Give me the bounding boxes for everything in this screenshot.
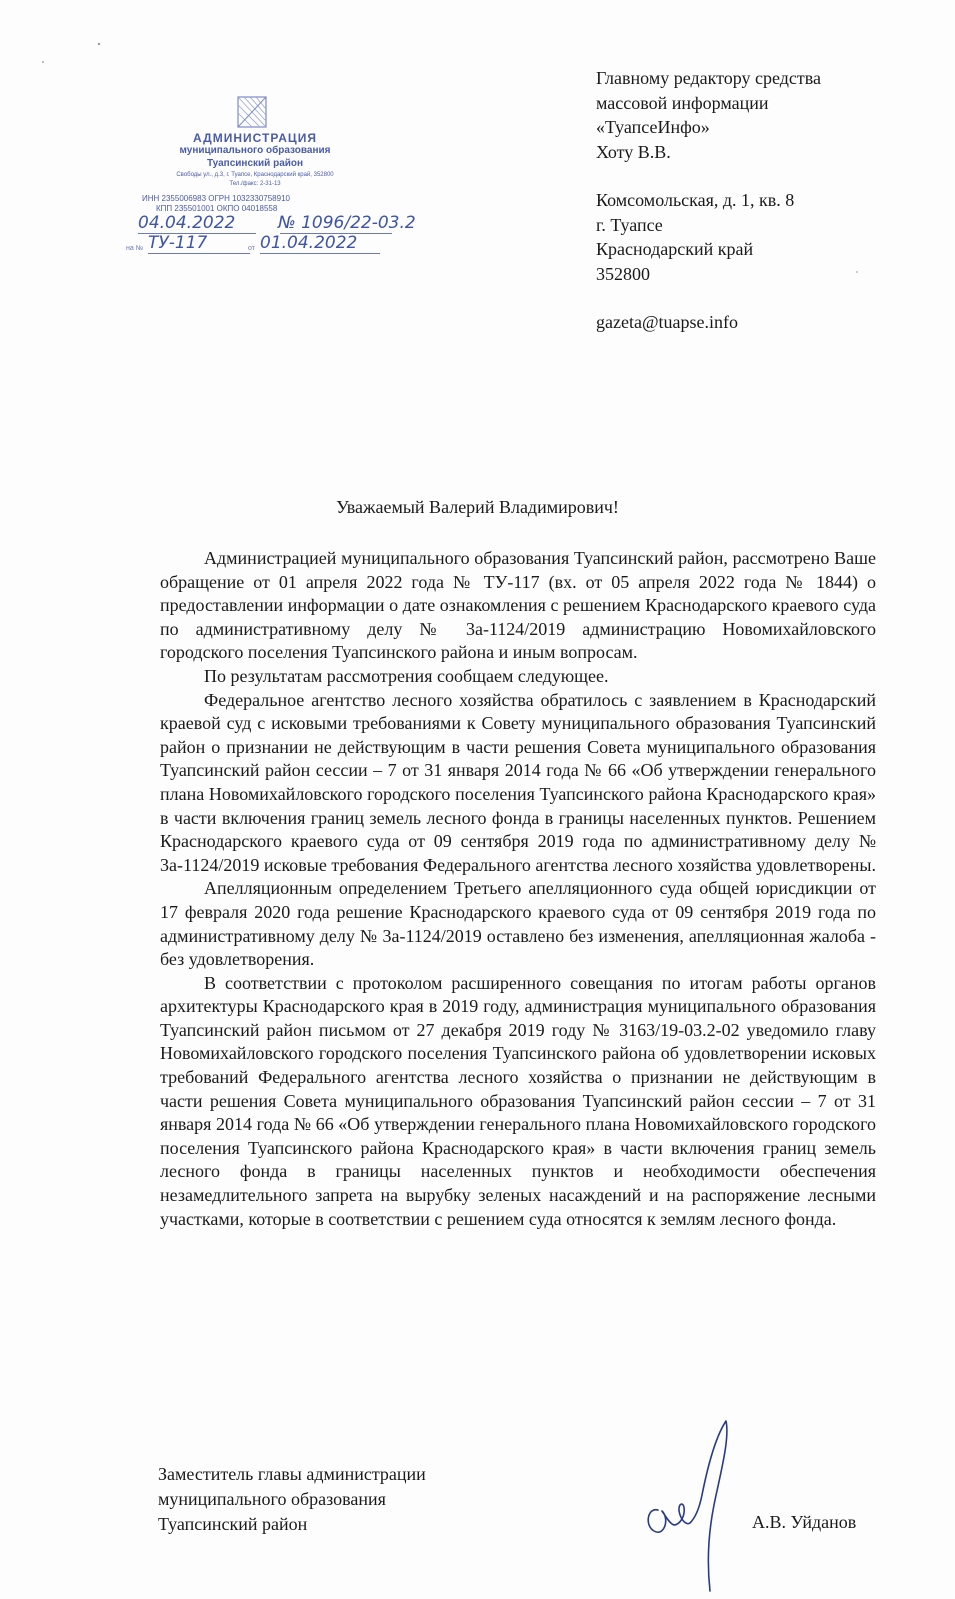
stamp-handwritten-ref-date: 01.04.2022 [260,233,358,253]
stamp-kpp: КПП 235501001 ОКПО 04018558 [156,204,278,213]
letter-body [160,547,876,1231]
body-paragraph: В соответствии с протоколом расширенного совещания по итогам работы органов архитектуры Краснодарского края в 2019 году, администрация муниципального образования Туапсинский район письмом от 27 декабря 2019 году № 3163/19-03.2-02 уведомило главу Новомихайловского городского поселения Туапсинского района об удовлетворении исковых требований Федерального агентства лесного хозяйства о признании не действующим в части решения Совета муниципального образования Туапсинский район сессии – 7 от 31 января 2014 года № 66 «Об утверждении генерального плана Новомихайловского городского поселения Туапсинского района Краснодарского края» в части включения границ земель лесного фонда в границы населенных пунктов и необходимости обеспечения незамедлительного запрета на вырубку зеленых насаждений и на распоряжение лесными участками, которые в соответствии с решением суда относятся к землям лесного фонда. [160,972,876,1229]
spacer [596,164,821,188]
position-line: муниципального образования [158,1489,386,1509]
stamp-ref-date-line [260,253,380,254]
recipient-city: г. Туапсе [596,214,663,235]
recipient-email: gazeta@tuapse.info [596,312,739,332]
stamp-inn: ИНН 2355006983 ОГРН 1032330758910 [142,194,290,203]
body-paragraph: Федеральное агентство лесного хозяйства обратилось с заявлением в Краснодарский краевой суд с исковыми требованиями к Совету муниципального образования Туапсинский район о признании не действующим в части решения Совета муниципального образования Туапсинский район сессии – 7 от 31 января 2014 года № 66 «Об утверждении генерального плана Новомихайловского городского поселения Туапсинского района Краснодарского края» в части включения границ земель лесного фонда в границы населенных пунктов. Решением Краснодарского краевого суда от 09 сентября 2019 года по административному делу № 3а-1124/2019 исковые требования Федерального агентства лесного хозяйства удовлетворены. [160,689,876,875]
stamp-address: Свободы ул., д.3, г. Туапсе, Краснодарский край, 352800 [176,172,334,178]
stamp-from-label: от [248,245,255,252]
body-paragraph: Администрацией муниципального образования Туапсинский район, рассмотрено Ваше обращение от 01 апреля 2022 года № ТУ-117 (вх. от 05 апреля 2022 года № 1844) о предоставлении информации о дате ознакомления с решением Краснодарского краевого суда по административному делу № 3а-1124/2019 администрацию Новомихайловского городского поселения Туапсинского района и иным вопросам. [160,548,876,663]
recipient-line: массовой информации [596,92,769,113]
recipient-block [596,66,821,335]
letterhead-stamp [120,95,416,265]
recipient-name: Хоту В.В. [596,141,671,162]
position-line: Туапсинский район [158,1514,308,1534]
emblem-icon [232,95,272,131]
recipient-line: «ТуапсеИнфо» [596,117,710,137]
salutation: Уважаемый Валерий Владимирович! [336,497,619,517]
stamp-no-label: на № [126,245,144,252]
handwritten-signature [630,1415,740,1595]
stamp-handwritten-number: № 1096/22-03.2 [278,213,416,233]
signer-name: А.В. Уйданов [752,1512,857,1532]
recipient-line: Главному редактору средства [596,68,822,88]
recipient-postcode: 352800 [596,263,650,284]
spacer [596,286,821,310]
stamp-org-title: АДМИНИСТРАЦИЯ [193,131,317,145]
body-paragraph: По результатам рассмотрения сообщаем следующее. [204,665,609,686]
recipient-address: Комсомольская, д. 1, кв. 8 [596,190,795,210]
stamp-org-subtitle: муниципального образования [179,145,331,156]
signer-position [158,1462,426,1537]
stamp-district: Туапсинский район [206,158,304,169]
stamp-phone: Тел./факс: 2-31-13 [229,181,281,187]
stamp-handwritten-ref-number: ТУ-117 [148,233,208,253]
position-line: Заместитель главы администрации [158,1464,426,1484]
stamp-handwritten-date: 04.04.2022 [138,213,236,233]
body-paragraph: Апелляционным определением Третьего апелляционного суда общей юрисдикции от 17 февраля 2020 года решение Краснодарского краевого суда от 09 сентября 2019 года по административному делу № 3а-1124/2019 оставлено без изменения, апелляционная жалоба - без удовлетворения. [160,878,876,970]
stamp-ref-line [148,253,250,254]
recipient-region: Краснодарский край [596,239,754,259]
